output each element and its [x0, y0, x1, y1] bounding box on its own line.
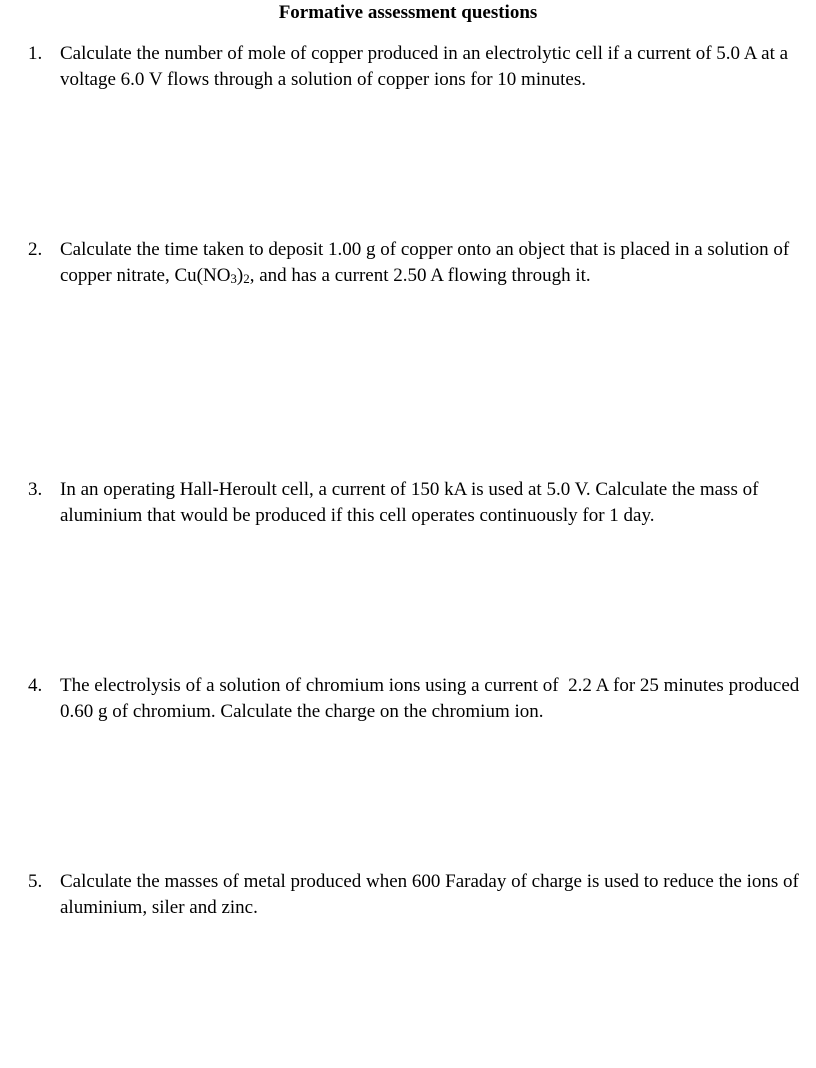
question-number: 4. — [28, 675, 43, 696]
question-2 — [28, 237, 810, 289]
question-text — [60, 237, 810, 289]
question-text-part: Calculate the time taken to deposit 1.00 g of copper onto an object that is placed in a solution of copper nitrate, Cu(NO — [60, 239, 790, 286]
question-text: Calculate the number of mole of copper produced in an electrolytic cell if a current of 5.0 A at a voltage 6.0 V flows through a solution of copper ions for 10 minutes. — [60, 43, 789, 90]
question-text-part: , and has a current 2.50 A flowing through it. — [249, 265, 591, 286]
question-4 — [28, 673, 810, 725]
subscript: 3 — [230, 271, 237, 286]
question-1 — [28, 41, 810, 93]
question-text: Calculate the masses of metal produced when 600 Faraday of charge is used to reduce the ions of aluminium, siler and zinc. — [60, 871, 799, 918]
question-5 — [28, 869, 810, 921]
question-3 — [28, 477, 810, 529]
question-text: The electrolysis of a solution of chromium ions using a current of 2.2 A for 25 minutes produced 0.60 g of chromium. Calculate the charge on the chromium ion. — [60, 675, 809, 722]
question-number: 1. — [28, 43, 43, 64]
question-text-part: ) — [236, 265, 244, 286]
question-number: 3. — [28, 479, 43, 500]
page-title: Formative assessment questions — [278, 2, 538, 23]
question-number: 5. — [28, 871, 43, 892]
question-text: In an operating Hall-Heroult cell, a current of 150 kA is used at 5.0 V. Calculate the mass of aluminium that would be produced if this cell operates continuously for 1 day. — [60, 479, 759, 526]
subscript: 2 — [243, 271, 250, 286]
question-number: 2. — [28, 239, 43, 260]
